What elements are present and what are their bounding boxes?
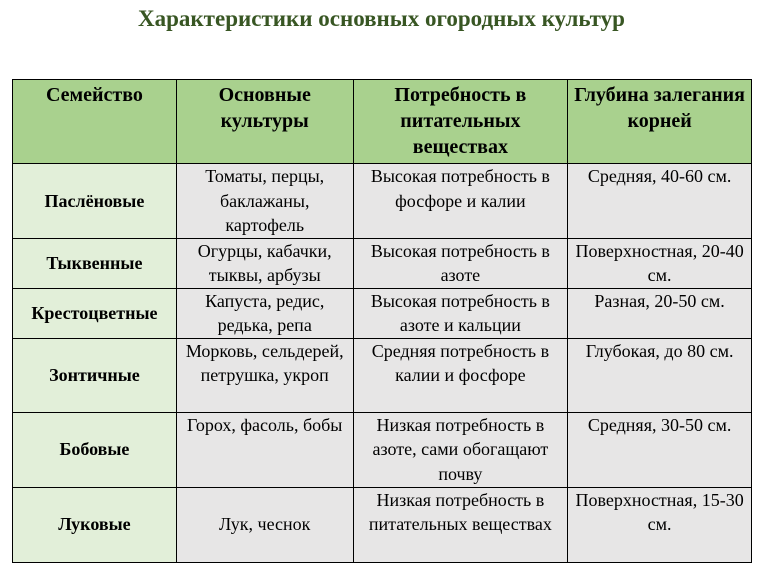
header-root-depth: Глубина залегания корней bbox=[568, 80, 752, 164]
nutrients-cell: Средняя потребность в калии и фосфоре bbox=[353, 338, 568, 412]
family-cell: Тыквенные bbox=[13, 238, 177, 288]
crops-cell: Томаты, перцы, баклажаны, картофель bbox=[176, 164, 353, 239]
table-row bbox=[13, 487, 752, 562]
table-row bbox=[13, 238, 752, 288]
table-row bbox=[13, 288, 752, 338]
family-cell: Крестоцветные bbox=[13, 288, 177, 338]
family-cell: Зонтичные bbox=[13, 338, 177, 412]
root-depth-cell: Средняя, 40-60 см. bbox=[568, 164, 752, 239]
crops-table bbox=[12, 79, 752, 563]
crops-cell: Лук, чеснок bbox=[176, 487, 353, 562]
root-depth-cell: Средняя, 30-50 см. bbox=[568, 412, 752, 487]
root-depth-cell: Глубокая, до 80 см. bbox=[568, 338, 752, 412]
table-row bbox=[13, 412, 752, 487]
crops-cell: Горох, фасоль, бобы bbox=[176, 412, 353, 487]
root-depth-cell: Поверхностная, 20-40 см. bbox=[568, 238, 752, 288]
header-family: Семейство bbox=[13, 80, 177, 164]
crops-cell: Огурцы, кабачки, тыквы, арбузы bbox=[176, 238, 353, 288]
nutrients-cell: Низкая потребность в питательных веществах bbox=[353, 487, 568, 562]
header-crops: Основные культуры bbox=[176, 80, 353, 164]
nutrients-cell: Высокая потребность в азоте bbox=[353, 238, 568, 288]
header-nutrients: Потребность в питательных веществах bbox=[353, 80, 568, 164]
table-row bbox=[13, 164, 752, 239]
nutrients-cell: Высокая потребность в азоте и кальции bbox=[353, 288, 568, 338]
root-depth-cell: Поверхностная, 15-30 см. bbox=[568, 487, 752, 562]
table-row bbox=[13, 338, 752, 412]
nutrients-cell: Высокая потребность в фосфоре и калии bbox=[353, 164, 568, 239]
header-row bbox=[13, 80, 752, 164]
crops-cell: Морковь, сельдерей, петрушка, укроп bbox=[176, 338, 353, 412]
root-depth-cell: Разная, 20-50 см. bbox=[568, 288, 752, 338]
nutrients-cell: Низкая потребность в азоте, сами обогащают почву bbox=[353, 412, 568, 487]
family-cell: Луковые bbox=[13, 487, 177, 562]
page-title: Характеристики основных огородных культур bbox=[138, 6, 625, 31]
family-cell: Паслёновые bbox=[13, 164, 177, 239]
family-cell: Бобовые bbox=[13, 412, 177, 487]
crops-cell: Капуста, редис, редька, репа bbox=[176, 288, 353, 338]
